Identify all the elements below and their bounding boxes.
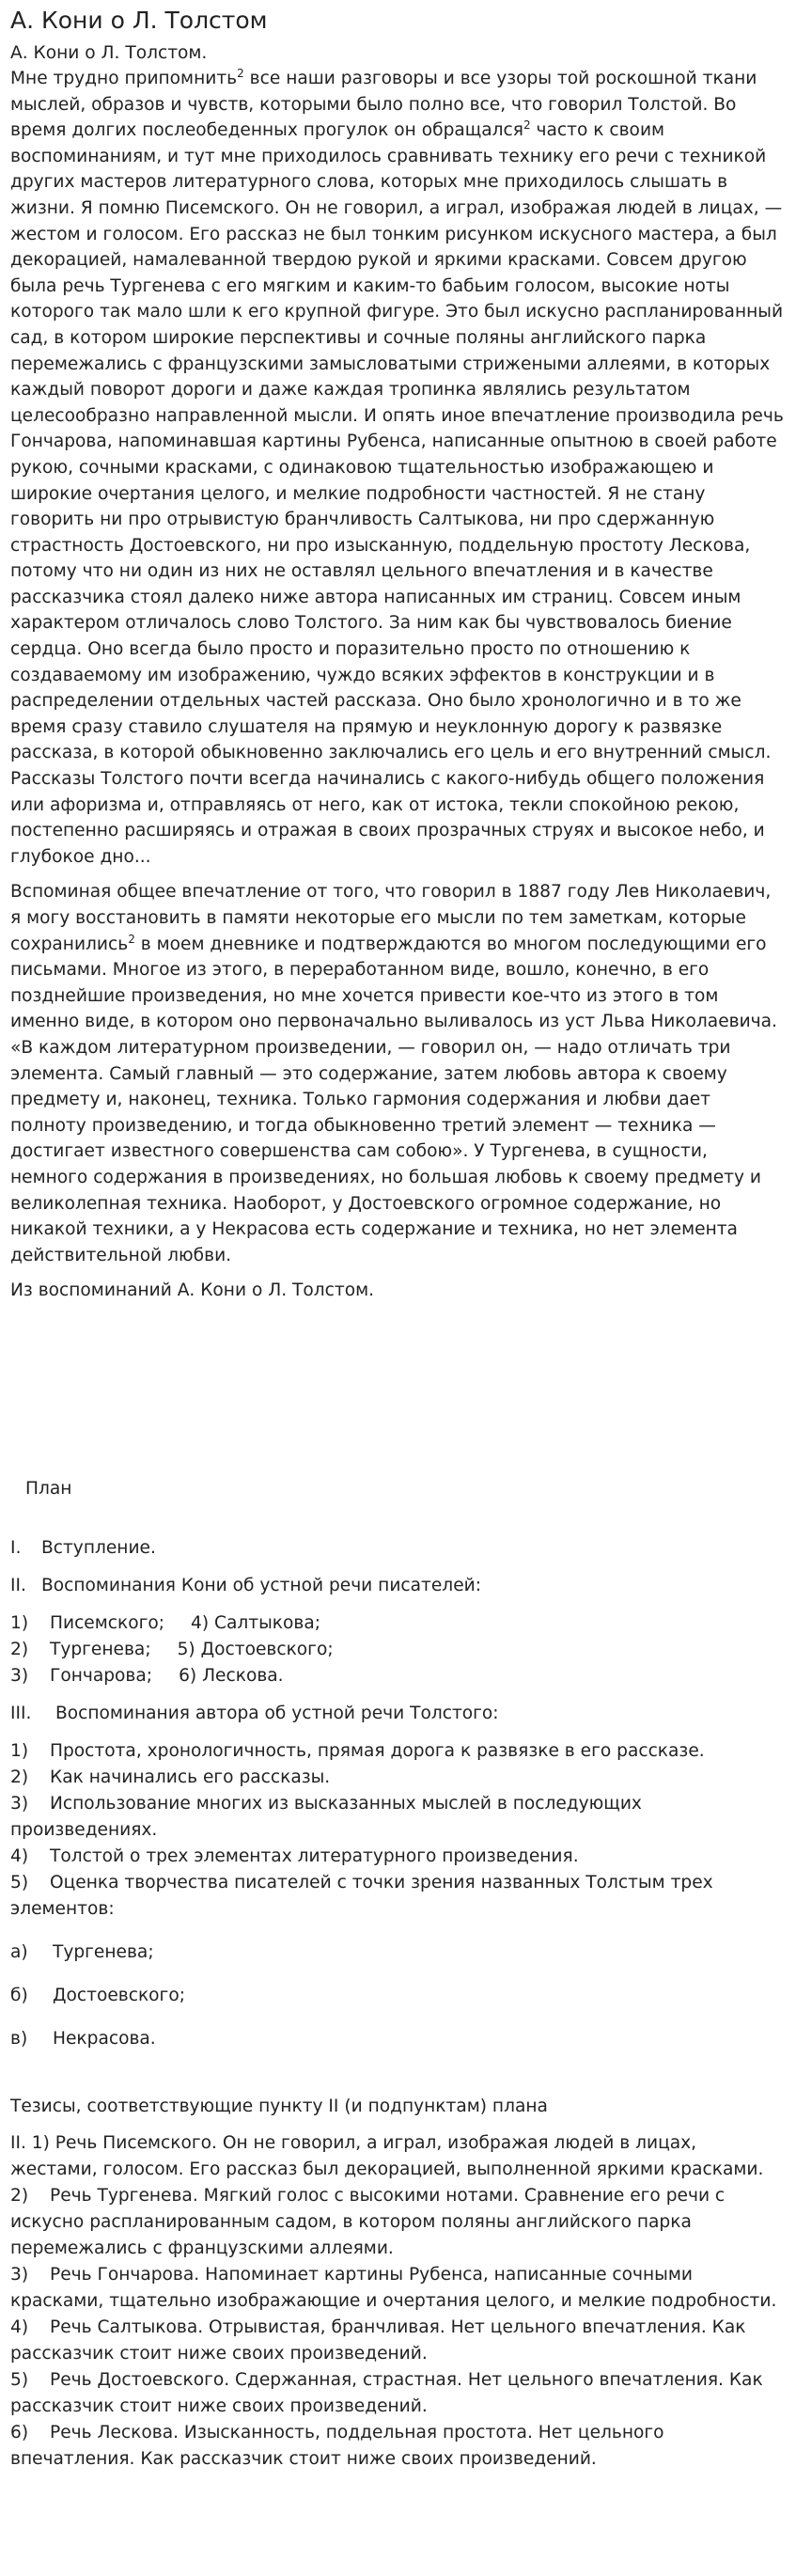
list-item: 5) Речь Достоевского. Сдержанная, страстная. Нет цельного впечатления. Как рассказчик стоит ниже своих произведений. xyxy=(10,2369,763,2416)
plan-item-2: II. Воспоминания Кони об устной речи писателей: xyxy=(10,1575,481,1595)
list-item: 2) Как начинались его рассказы. xyxy=(10,1767,331,1787)
list-item: 3) Гончарова; 6) Лескова. xyxy=(10,1665,284,1686)
plan-writers-list xyxy=(10,1610,786,1689)
source-note: Из воспоминаний А. Кони о Л. Толстом. xyxy=(10,1280,375,1301)
list-item: 5) Оценка творчества писателей с точки зрения названных Толстым трех элементов: xyxy=(10,1872,713,1919)
list-item: 6) Речь Лескова. Изысканность, поддельная простота. Нет цельного впечатления. Как рассказчик стоит ниже своих произведений. xyxy=(10,2422,664,2469)
plan-sub-list xyxy=(10,1940,786,2052)
plan-heading: План xyxy=(25,1478,72,1499)
list-item: 3) Использование многих из высказанных мыслей в последующих произведениях. xyxy=(10,1793,642,1840)
paragraph-2: Вспоминая общее впечатление от того, что говорил в 1887 году Лев Николаевич, я могу восстановить в памяти некоторые его мысли по тем заметкам, которые сохранились$^2$ в моем дневнике и подтверждаются во многом последующими его письмами. Многое из этого, в переработанном виде, вошло, конечно, в его позднейшие произведения, но мне хочется привести кое-что из этого в том именно виде, в котором оно первоначально выливалось из уст Льва Николаевича. «В каждом литературном произведении, — говорил он, — надо отличать три элемента. Самый главный — это содержание, затем любовь автора к своему предмету и, наконец, техника. Только гармония содержания и любви дает полноту произведению, и тогда обыкновенно третий элемент — техника — достигает известного совершенства сам собою». У Тургенева, в сущности, немного содержания в произведениях, но большая любовь к своему предмету и великолепная техника. Наоборот, у Достоевского огромное содержание, но никакой техники, а у Некрасова есть содержание и техника, но нет элемента действительной любви. xyxy=(10,882,777,1265)
footnote-mark: 2 xyxy=(523,118,531,132)
footnote-mark: 2 xyxy=(237,66,244,80)
list-item: 1) Писемского; 4) Салтыкова; xyxy=(10,1612,321,1633)
plan-tolstoy-list xyxy=(10,1738,786,1923)
list-item: 3) Речь Гончарова. Напоминает картины Рубенса, написанные сочными красками, тщательно изображающие и очертания целого, и мелкие подробности. xyxy=(10,2264,777,2311)
plan-item-3: III. Воспоминания автора об устной речи Толстого: xyxy=(10,1703,499,1723)
footnote-mark: 2 xyxy=(128,932,135,946)
list-item: 2) Речь Тургенева. Мягкий голос с высокими нотами. Сравнение его речи с искусно распланированным садом, в котором поляны английского парка перемежались с французскими аллеями. xyxy=(10,2185,726,2258)
list-item: 4) Речь Салтыкова. Отрывистая, бранчливая. Нет цельного впечатления. Как рассказчик стоит ниже своих произведений. xyxy=(10,2317,746,2364)
subtitle: А. Кони о Л. Толстом. xyxy=(10,43,208,63)
list-item: 4) Толстой о трех элементах литературного произведения. xyxy=(10,1846,579,1866)
list-item: в) Некрасова. xyxy=(10,2028,156,2049)
list-item: 2) Тургенева; 5) Достоевского; xyxy=(10,1639,334,1659)
list-item: а) Тургенева; xyxy=(10,1941,154,1962)
paragraph-1: Мне трудно припомнить$^2$ все наши разговоры и все узоры той роскошной ткани мыслей, образов и чувств, которыми было полно все, что говорил Толстой. Во время долгих послеобеденных прогулок он обращался$^2$ часто к своим воспоминаниям, и тут мне приходилось сравнивать технику его речи с техникой других мастеров литературного слова, которых мне приходилось слышать в жизни. Я помню Писемского. Он не говорил, а играл, изображая людей в лицах, — жестом и голосом. Его рассказ не был тонким рисунком искусного мастера, а был декорацией, намалеванной твердою рукой и яркими красками. Совсем другою была речь Тургенева с его мягким и каким-то бабьим голосом, высокие ноты которого так мало шли к его крупной фигуре. Это был искусно распланированный сад, в котором широкие перспективы и сочные поляны английского парка перемежались с французскими замысловатыми стрижеными аллеями, в которых каждый поворот дороги и даже каждая тропинка являлись результатом целесообразно направленной мысли. И опять иное впечатление производила речь Гончарова, напоминавшая картины Рубенса, написанные опытною в своей работе рукою, сочными красками, с одинаковою тщательностью изображающею и широкие очертания целого, и мелкие подробности частностей. Я не стану говорить ни про отрывистую бранчливость Салтыкова, ни про сдержанную страстность Достоевского, ни про изысканную, поддельную простоту Лескова, потому что ни один из них не оставлял цельного впечатления и в качестве рассказчика стоял далеко ниже автора написанных им страниц. Совсем иным характером отличалось слово Толстого. За ним как бы чувствовалось биение сердца. Оно всегда было просто и поразительно просто по отношению к создаваемому им изображению, чуждо всяких эффектов в конструкции и в распределении отдельных частей рассказа. Оно было хронологично и в то же время сразу ставило слушателя на прямую и неуклонную дорогу к развязке рассказа, в которой обыкновенно заключались его цель и его внутренний смысл. Рассказы Толстого почти всегда начинались с какого-нибудь общего положения или афоризма и, отправляясь от него, как от истока, текли спокойною рекою, постепенно расширяясь и отражая в своих прозрачных струях и высокое небо, и глубокое дно... xyxy=(10,66,784,867)
list-item: б) Достоевского; xyxy=(10,1985,185,2005)
theses-title: Тезисы, соответствующие пункту II (и подпунктам) плана xyxy=(10,2096,548,2116)
theses-list xyxy=(10,2130,786,2473)
list-item: II. 1) Речь Писемского. Он не говорил, а играл, изображая людей в лицах, жестами, голосом. Его рассказ был декорацией, выполненной яркими красками. xyxy=(10,2132,764,2179)
page-title: А. Кони о Л. Толстом xyxy=(10,7,268,34)
plan-item-1: I. Вступление. xyxy=(10,1537,156,1558)
list-item: 1) Простота, хронологичность, прямая дорога к развязке в его рассказе. xyxy=(10,1740,705,1761)
